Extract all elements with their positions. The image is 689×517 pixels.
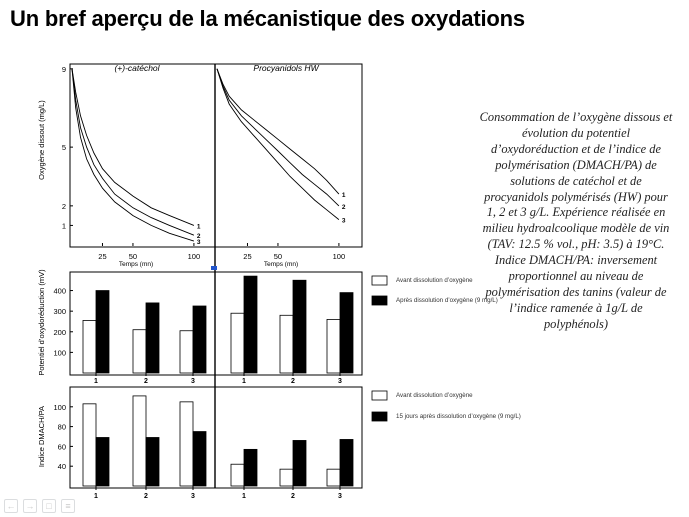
- bar-before: [327, 469, 340, 486]
- bar-after: [193, 306, 206, 373]
- slide-toolbar[interactable]: [4, 499, 75, 513]
- bar-before: [231, 464, 244, 486]
- series-line-2: [72, 69, 194, 235]
- category-label: 1: [94, 378, 98, 385]
- x-tick-label: 25: [98, 252, 107, 261]
- x-tick-label: 50: [273, 252, 283, 261]
- menu-icon[interactable]: ≡: [61, 499, 75, 513]
- y-tick-label: 5: [61, 143, 66, 153]
- legend-label: 15 jours après dissolution d’oxygène (9 mg/L): [396, 413, 521, 420]
- bar-before: [180, 331, 193, 373]
- category-label: 1: [94, 493, 98, 500]
- y-tick-label: 100: [53, 348, 66, 358]
- series-label: 1: [196, 223, 201, 231]
- legend-label: Avant dissolution d’oxygène: [396, 392, 473, 399]
- category-label: 2: [291, 493, 295, 500]
- panel-title: Procyanidols HW: [253, 63, 319, 73]
- series-line-1: [217, 69, 339, 194]
- y-tick-label: 300: [53, 307, 66, 317]
- legend-label: Avant dissolution d’oxygène: [396, 277, 473, 284]
- bar-before: [327, 319, 340, 373]
- series-line-2: [217, 69, 339, 206]
- bar-after: [340, 439, 353, 486]
- category-label: 2: [144, 378, 148, 385]
- y-tick-label: 200: [53, 327, 66, 337]
- x-axis-label: Temps (mn): [118, 261, 154, 268]
- caption-text: Consommation de l’oxygène dissous et évolution du potentiel d’oxydoréduction et de l’indice de polymérisation (DMACH/PA) de solutions de catéchol et de procyanidols polymérisés (HW) pour 1, 2 et 3 g/L. Expérience réalisée en milieu hydroalcoolique modèle de vin (TAV: 12.5 % vol., pH: 3.5) à 19°C. Indice DMACH/PA: inversement proportionnel au niveau de polymérisation des tanins (valeur de l’indice ramenée à 1g/L de polyphénols): [479, 110, 673, 331]
- arrow-right-icon[interactable]: →: [23, 499, 37, 513]
- bar-after: [146, 303, 159, 373]
- x-axis-label: Temps (mn): [263, 261, 299, 268]
- x-tick-label: 25: [243, 252, 252, 261]
- category-label: 2: [144, 493, 148, 500]
- category-label: 3: [191, 493, 195, 500]
- bar-after: [293, 440, 306, 486]
- bar-after: [244, 449, 257, 486]
- pages-icon[interactable]: □: [42, 499, 56, 513]
- bar-before: [231, 313, 244, 373]
- slide-title: Un bref aperçu de la mécanistique des oxydations: [10, 6, 525, 31]
- bar-after: [96, 291, 109, 373]
- bar-before: [133, 396, 146, 486]
- y-axis-label: Indice DMACH/PA: [37, 405, 46, 468]
- chart-marks: [37, 63, 521, 500]
- x-tick-label: 100: [332, 252, 346, 261]
- category-label: 1: [242, 493, 246, 500]
- legend-swatch: [372, 276, 387, 285]
- panel-frame: [70, 272, 362, 375]
- bar-before: [280, 315, 293, 373]
- series-label: 2: [196, 233, 201, 241]
- legend-swatch: [372, 412, 387, 421]
- legend-swatch: [372, 296, 387, 305]
- category-label: 3: [338, 493, 342, 500]
- arrow-left-icon[interactable]: ←: [4, 499, 18, 513]
- y-tick-label: 80: [57, 422, 66, 432]
- category-label: 2: [291, 378, 295, 385]
- bar-after: [340, 293, 353, 373]
- y-tick-label: 60: [57, 442, 66, 452]
- y-tick-label: 400: [53, 286, 66, 296]
- y-tick-label: 1: [61, 221, 66, 231]
- divider-handle: [211, 266, 217, 270]
- bar-after: [293, 280, 306, 373]
- legend-label: Après dissolution d’oxygène (9 mg/L): [396, 297, 498, 304]
- series-line-1: [72, 69, 194, 226]
- panel-frame: [70, 64, 362, 247]
- bar-before: [133, 330, 146, 373]
- bar-after: [244, 276, 257, 373]
- bar-before: [180, 402, 193, 486]
- series-line-3: [217, 69, 339, 220]
- bar-before: [83, 404, 96, 486]
- bar-after: [96, 437, 109, 486]
- category-label: 3: [191, 378, 195, 385]
- series-label: 3: [196, 239, 201, 247]
- figure-caption: [478, 110, 674, 333]
- bar-after: [193, 432, 206, 486]
- x-tick-label: 50: [128, 252, 138, 261]
- y-tick-label: 100: [53, 402, 66, 412]
- y-tick-label: 40: [57, 462, 66, 472]
- legend-swatch: [372, 391, 387, 400]
- y-axis-label: Oxygène dissout (mg/L): [37, 100, 46, 180]
- panel-frames: [70, 64, 362, 490]
- panel-title: (+)-catéchol: [114, 63, 160, 73]
- panel-frame: [70, 387, 362, 488]
- y-axis-label: Potentiel d’oxydoréduction (mV): [37, 269, 46, 376]
- x-tick-label: 100: [187, 252, 201, 261]
- y-tick-label: 9: [61, 64, 66, 74]
- category-label: 3: [338, 378, 342, 385]
- series-label: 3: [341, 217, 346, 225]
- bar-before: [280, 469, 293, 486]
- y-tick-label: 2: [61, 201, 66, 211]
- bar-before: [83, 320, 96, 373]
- series-label: 2: [341, 203, 346, 211]
- category-label: 1: [242, 378, 246, 385]
- series-label: 1: [341, 192, 346, 200]
- bar-after: [146, 437, 159, 486]
